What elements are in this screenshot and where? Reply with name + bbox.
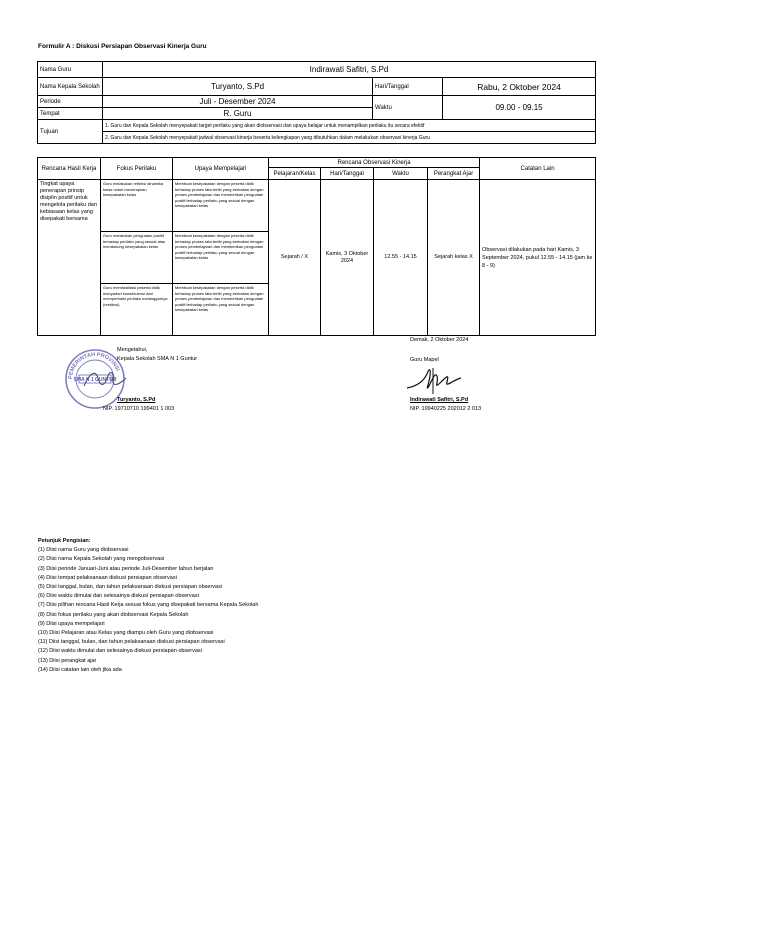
instruction-item: (3) Diisi periode Januari-Juni atau periode Juli-Desember tahun berjalan xyxy=(38,565,214,572)
catatan-header: Catatan Lain xyxy=(480,158,596,180)
periode-value: Juli - Desember 2024 xyxy=(103,96,373,108)
fokus-header: Fokus Perilaku xyxy=(101,158,173,180)
kepsek-value: Turyanto, S.Pd xyxy=(103,78,373,96)
hari-value: Rabu, 2 Oktober 2024 xyxy=(443,78,596,96)
kepsek-title: Kepala Sekolah SMA N 1 Guntur xyxy=(117,356,198,362)
rencana-hasil-cell: Tingkat upaya penerapan prinsip disiplin positif untuk mengelola perilaku dan kebiasaan kelas yang disepakati bersama xyxy=(38,180,101,336)
hari-cell: Kamis, 3 Oktober 2024 xyxy=(321,180,374,336)
instruction-item: (13) Diisi perangkat ajar xyxy=(38,657,97,664)
guru-nip: NIP. 19940225 202012 2 013 xyxy=(410,406,482,412)
upaya-header: Upaya Mempelajari xyxy=(173,158,269,180)
instruction-item: (6) Diisi waktu dimulai dan selesainya diskusi persiapan observasi xyxy=(38,593,199,600)
waktu-header: Waktu xyxy=(374,168,428,180)
perangkat-cell: Sejarah kelas X xyxy=(428,180,480,336)
guru-name: Indirawati Safitri, S.Pd xyxy=(410,397,469,403)
pelajaran-header: Pelajaran/Kelas xyxy=(269,168,321,180)
kepsek-name: Turyanto, S.Pd xyxy=(117,397,156,403)
instruction-item: (9) Diisi upaya mempelajari xyxy=(38,620,105,627)
pelajaran-cell: Sejarah / X xyxy=(269,180,321,336)
instruction-item: (5) Diisi tanggal, bulan, dan tahun pelaksanaan diskusi persiapan observasi xyxy=(38,584,223,591)
fokus-cell-2: Guru melakukan penguatan positif terhadap perilaku yang sesuai atau mendukung kesepakatan kelas xyxy=(101,232,173,284)
guru-label: Nama Guru xyxy=(38,62,103,78)
kepsek-nip: NIP. 19710710 199401 1 003 xyxy=(103,406,175,412)
waktu-cell: 12.55 - 14.15 xyxy=(374,180,428,336)
kepsek-signature-icon xyxy=(80,364,130,396)
guru-signature-icon xyxy=(403,364,465,396)
tujuan-item-1: 1. Guru dan Kepala Sekolah menyepakati target perilaku yang akan diobservasi dan upaya belajar untuk menampilkan perilaku itu secara efektif xyxy=(103,120,596,132)
guru-title: Guru Mapel xyxy=(410,357,439,363)
tempat-value: R. Guru xyxy=(103,108,373,120)
upaya-cell-1: Membuat kesepakatan dengan peserta didik terhadap proses tata tertib yang berkaitan dengan proses pembelajaran dan memberikan penguatan positif terhadap perilaku yang sesuai dengan kesepakatan kelas xyxy=(173,180,269,232)
plan-table xyxy=(37,157,596,336)
rencana-obs-header: Rencana Observasi Kinerja xyxy=(269,158,480,168)
instruction-item: (12) Diisi waktu dimulai dan selesainya diskusi persiapan observasi xyxy=(38,648,202,655)
instruction-item: (7) Diisi pilihan rencana Hasil Kerja sesuai fokus yang disepakati bersama Kepala Sekolah xyxy=(38,602,259,609)
info-table xyxy=(37,61,596,144)
svg-text:PEMERINTAH PROVINSI: PEMERINTAH PROVINSI xyxy=(67,351,121,380)
waktu-label: Waktu xyxy=(373,96,443,120)
upaya-cell-2: Membuat kesepakatan dengan peserta didik terhadap proses tata tertib yang berkaitan dengan proses pembelajaran dan memberikan penguatan positif terhadap perilaku yang sesuai dengan kesepakatan kelas xyxy=(173,232,269,284)
periode-label: Periode xyxy=(38,96,103,108)
waktu-value: 09.00 - 09.15 xyxy=(443,96,596,120)
fokus-cell-1: Guru melakukan refleksi dinamika kelas untuk menerapkan kesepakatan kelas xyxy=(101,180,173,232)
instructions xyxy=(38,537,258,675)
instruction-item: (10) Diisi Pelajaran atau Kelas yang diampu oleh Guru yang diobservasi xyxy=(38,630,214,637)
mengetahui-text: Mengetahui, xyxy=(117,347,148,353)
form-title: Formulir A : Diskusi Persiapan Observasi Kinerja Guru xyxy=(38,43,207,50)
fokus-cell-3: Guru memfasilitasi peserta didik menyadari konsekuensi dari memperbaiki perilaku melanggarnya (restitusi) xyxy=(101,284,173,336)
instruction-item: (4) Diisi tempat pelaksanaan diskusi persiapan observasi xyxy=(38,574,177,581)
kepsek-label: Nama Kepala Sekolah xyxy=(38,78,103,96)
instruction-item: (14) Diisi catatan lain oleh jika ada xyxy=(38,666,122,673)
instruction-item: (2) Diisi nama Kepala Sekolah yang mengobservasi xyxy=(38,556,165,563)
tujuan-label: Tujuan xyxy=(38,120,103,144)
svg-text:SMA N 1 GUNTUR: SMA N 1 GUNTUR xyxy=(73,377,117,384)
instruction-item: (11) Diisi tanggal, bulan, dan tahun pelaksanaan diskusi persiapan observasi xyxy=(38,639,225,646)
place-date: Demak, 2 Oktober 2024 xyxy=(410,337,469,343)
tujuan-item-2: 2. Guru dan Kepala Sekolah menyepakati jadwal observasi kinerja beserta kelengkapan yang dibutuhkan dalam melakukan observasi kinerja Guru xyxy=(103,132,596,144)
perangkat-header: Perangkat Ajar xyxy=(428,168,480,180)
instruction-item: (8) Diisi fokus perilaku yang akan diobservasi Kepala Sekolah xyxy=(38,611,189,618)
hari-label: Hari/Tanggal xyxy=(373,78,443,96)
rencana-hasil-header: Rencana Hasil Kerja xyxy=(38,158,101,180)
guru-value: Indirawati Safitri, S.Pd xyxy=(103,62,596,78)
tempat-label: Tempat xyxy=(38,108,103,120)
hari-header: Hari/Tanggal xyxy=(321,168,374,180)
catatan-cell: Observasi dilakukan pada hari Kamis, 3 September 2024, pukul 12.55 - 14.15 (jam ke 8 - 9) xyxy=(480,180,596,336)
upaya-cell-3: Membuat kesepakatan dengan peserta didik terhadap proses tata tertib yang berkaitan dengan proses pembelajaran dan memberikan penguatan positif terhadap perilaku yang sesuai dengan kesepakatan kelas xyxy=(173,284,269,336)
instruction-item: (1) Diisi nama Guru yang diobservasi xyxy=(38,547,129,554)
instructions-title: Petunjuk Pengisian: xyxy=(38,538,91,544)
